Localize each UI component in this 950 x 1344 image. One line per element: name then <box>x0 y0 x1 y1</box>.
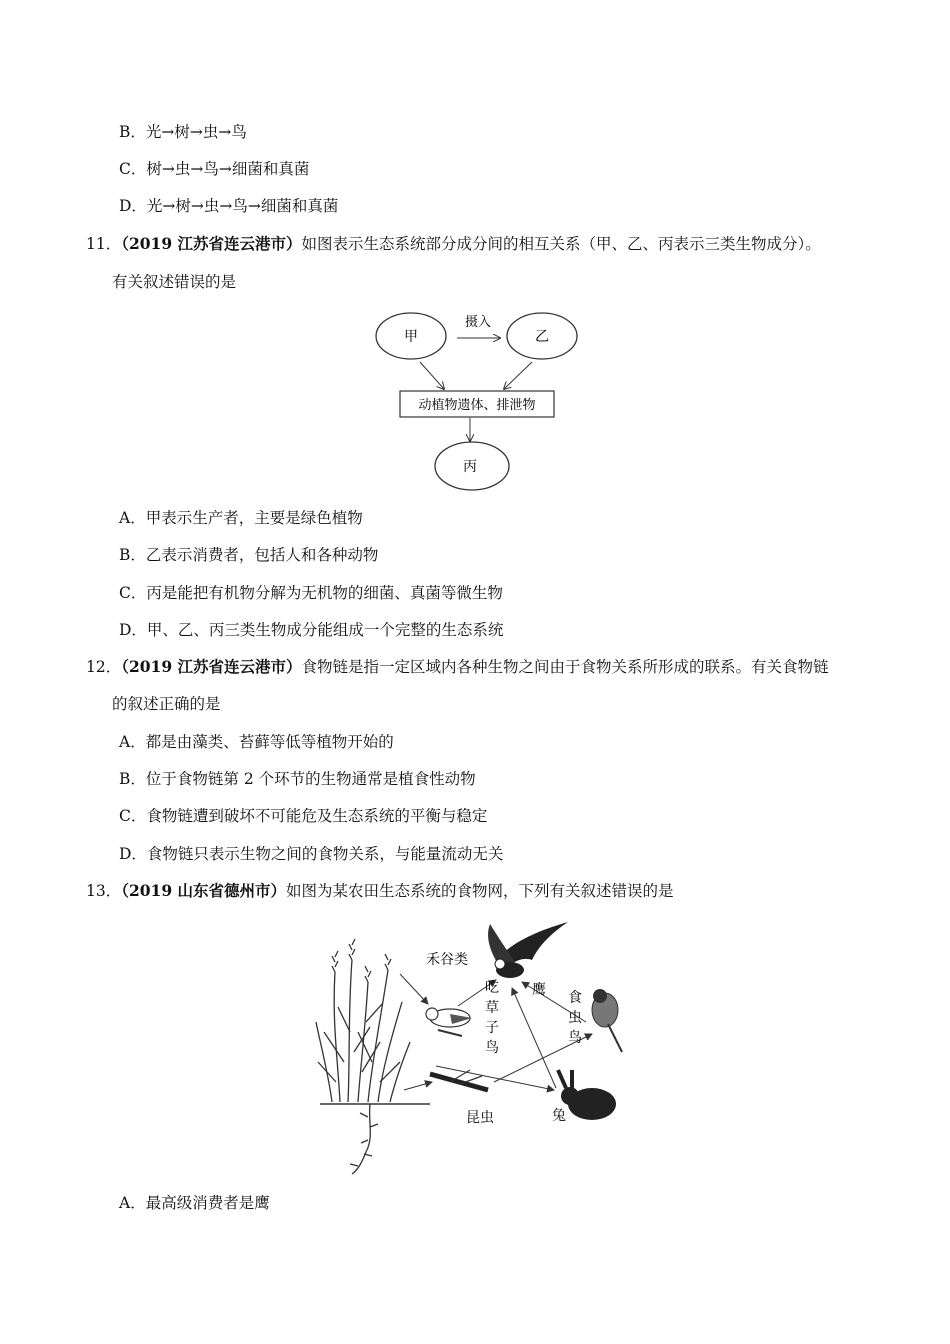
q13-source: （2019 山东省德州市） <box>121 881 287 900</box>
q11-source: （2019 江苏省连云港市） <box>121 234 302 253</box>
label-grain: 禾谷类 <box>426 952 468 968</box>
node-jia-label: 甲 <box>404 329 418 345</box>
edge-yi-box <box>504 362 532 389</box>
q12-option-c: C．食物链遭到破坏不可能危及生态系统的平衡与稳定 <box>119 807 488 825</box>
q11-option-b: B．乙表示消费者，包括人和各种动物 <box>119 546 379 564</box>
q12-stem-text: 食物链是指一定区域内各种生物之间由于食物关系所形成的联系。有关食物链 <box>301 658 829 676</box>
q11-option-a: A．甲表示生产者，主要是绿色植物 <box>119 509 363 527</box>
label-insectbird-1: 食 <box>568 990 582 1006</box>
q10-option-b: B．光→树→虫→鸟 <box>119 123 247 141</box>
q11-diagram <box>370 306 590 498</box>
q11-option-c: C．丙是能把有机物分解为无机物的细菌、真菌等微生物 <box>119 584 503 602</box>
q12-number: 12． <box>86 658 122 676</box>
q13-option-a: A．最高级消费者是鹰 <box>119 1194 270 1212</box>
arrow-plant-to-insect <box>404 1082 432 1090</box>
label-rabbit: 兔 <box>552 1108 566 1124</box>
q12-option-a: A．都是由藻类、苔藓等低等植物开始的 <box>119 733 394 751</box>
label-seedbird-1: 吃 <box>485 980 499 996</box>
q13-number: 13． <box>86 882 122 900</box>
node-bing-label: 丙 <box>463 459 477 475</box>
label-insectbird-2: 虫 <box>568 1010 582 1026</box>
insect-illustration <box>430 1070 488 1090</box>
label-seedbird-3: 子 <box>485 1020 499 1036</box>
q13-foodweb-figure <box>310 912 640 1180</box>
arrow-grain-to-seedbird <box>400 974 428 1004</box>
node-yi-label: 乙 <box>535 329 549 345</box>
edge-intake-label: 摄入 <box>464 315 492 330</box>
remains-box-label: 动植物遗体、排泄物 <box>418 398 536 413</box>
label-eagle: 鹰 <box>532 982 546 998</box>
q12-option-d: D．食物链只表示生物之间的食物关系，与能量流动无关 <box>119 845 504 863</box>
q11-option-d: D．甲、乙、丙三类生物成分能组成一个完整的生态系统 <box>119 621 504 639</box>
q11-stem-text: 如图表示生态系统部分成分间的相互关系（甲、乙、丙表示三类生物成分）。 <box>301 235 821 253</box>
q12-source: （2019 江苏省连云港市） <box>121 657 302 676</box>
q13-stem-line1 <box>86 881 674 901</box>
seed-bird-illustration <box>426 1008 472 1036</box>
q12-stem-line1 <box>86 657 829 677</box>
q11-stem-line2: 有关叙述错误的是 <box>112 273 237 291</box>
label-insect: 昆虫 <box>466 1110 494 1126</box>
q11-number: 11． <box>86 235 122 253</box>
label-seedbird-4: 鸟 <box>485 1040 499 1056</box>
arrow-rabbit-to-eagle <box>512 988 556 1088</box>
rabbit-illustration <box>558 1070 616 1120</box>
q12-option-b: B．位于食物链第 2 个环节的生物通常是植食性动物 <box>119 770 476 788</box>
q10-option-c: C．树→虫→鸟→细菌和真菌 <box>119 160 310 178</box>
insect-bird-illustration <box>592 989 622 1052</box>
q12-stem-line2: 的叙述正确的是 <box>112 695 221 713</box>
label-insectbird-3: 鸟 <box>568 1030 582 1046</box>
edge-jia-box <box>420 362 444 389</box>
label-seedbird-2: 草 <box>485 1000 499 1016</box>
q11-stem-line1 <box>86 234 821 254</box>
q13-stem-text: 如图为某农田生态系统的食物网，下列有关叙述错误的是 <box>286 882 674 900</box>
q10-option-d: D．光→树→虫→鸟→细菌和真菌 <box>119 197 339 215</box>
eagle-illustration <box>488 922 568 978</box>
grain-plant-illustration <box>316 939 430 1174</box>
